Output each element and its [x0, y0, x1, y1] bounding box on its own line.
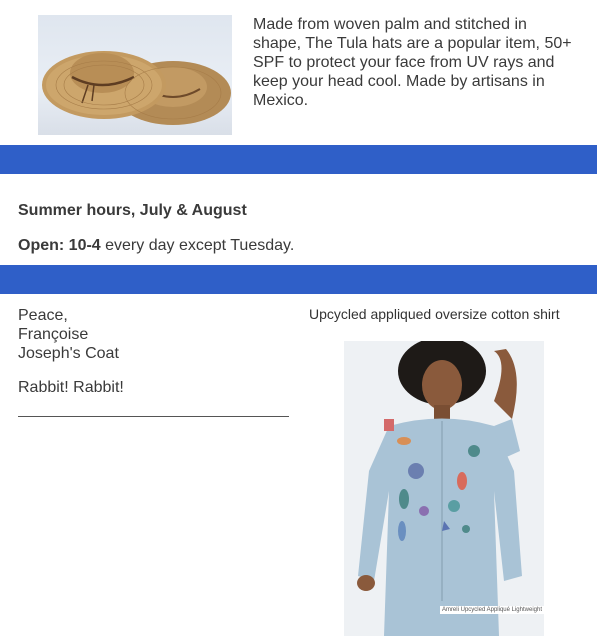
shirt-caption: Upcycled appliqued oversize cotton shirt: [309, 306, 560, 322]
shirt-model-illustration: [344, 341, 544, 636]
open-hours-line: [18, 237, 294, 255]
tula-hats-illustration: [38, 15, 232, 135]
signoff-greeting: Peace,: [18, 307, 68, 324]
summer-hours-title: Summer hours, July & August: [18, 202, 247, 219]
open-hours-label: Open: 10-4: [18, 237, 101, 254]
section-divider-band: [0, 145, 597, 174]
shirt-image-label: Amreli Upcycled Appliqué Lightweight: [441, 607, 542, 613]
shirt-product-image[interactable]: [344, 341, 544, 636]
tula-hats-image: [38, 15, 232, 135]
signoff-store: Joseph's Coat: [18, 345, 119, 362]
open-hours-rest: every day except Tuesday.: [100, 237, 295, 254]
signoff-name: Françoise: [18, 326, 89, 343]
section-divider-band: [0, 265, 597, 294]
horizontal-rule: [18, 416, 289, 417]
signoff-block: [18, 306, 119, 363]
signoff-tagline: Rabbit! Rabbit!: [18, 379, 124, 396]
tula-hats-description: Made from woven palm and stitched in shape, The Tula hats are a popular item, 50+ SPF to protect your face from UV rays and keep your head cool. Made by artisans in Mexico.: [253, 16, 572, 109]
